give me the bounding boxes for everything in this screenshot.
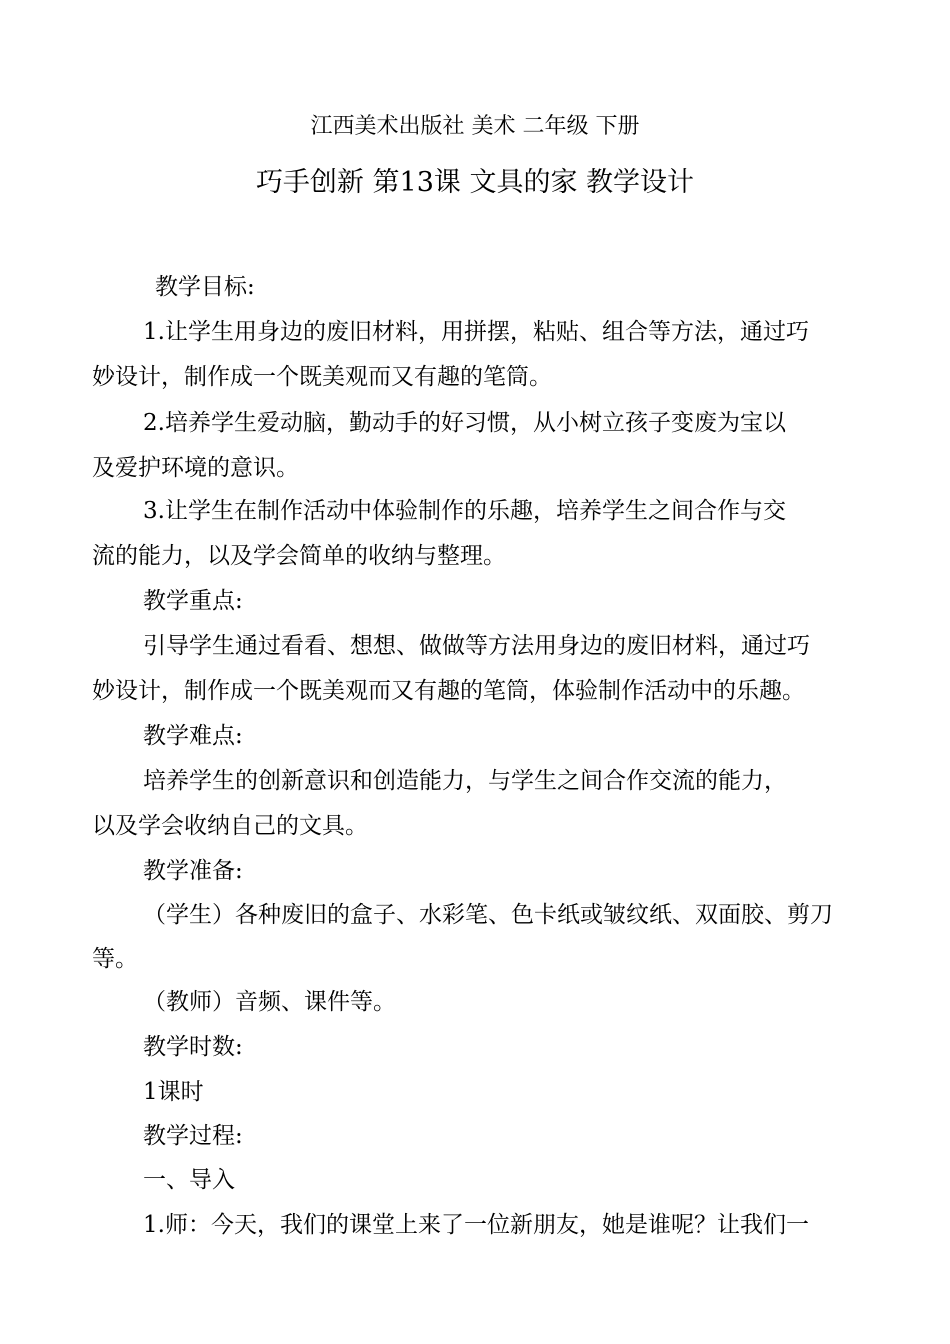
objective-2-line-1: 2.培养学生爱动脑，勤动手的好习惯，从小树立孩子变废为宝以 [143, 410, 786, 436]
objective-1-line-1: 1.让学生用身边的废旧材料，用拼摆，粘贴、组合等方法，通过巧 [143, 319, 809, 345]
objective-3-line-2: 流的能力，以及学会简单的收纳与整理。 [92, 543, 506, 569]
lesson-title: 巧手创新 第13课 文具的家 教学设计 [255, 167, 695, 198]
difficulties-heading: 教学难点: [143, 723, 243, 749]
preparation-teacher: （教师）音频、课件等。 [143, 989, 396, 1015]
section-1-line-1: 1.师：今天，我们的课堂上来了一位新朋友，她是谁呢？让我们一 [143, 1212, 809, 1238]
hours-heading: 教学时数: [143, 1034, 243, 1060]
process-heading: 教学过程: [143, 1123, 243, 1149]
key-points-heading: 教学重点: [143, 588, 243, 614]
key-points-line-1: 引导学生通过看看、想想、做做等方法用身边的废旧材料，通过巧 [143, 633, 810, 659]
objective-2-line-2: 及爱护环境的意识。 [92, 455, 299, 481]
objectives-heading: 教学目标: [155, 274, 255, 300]
publisher-subtitle: 江西美术出版社 美术 二年级 下册 [310, 114, 640, 139]
difficulties-line-1: 培养学生的创新意识和创造能力，与学生之间合作交流的能力， [143, 768, 787, 794]
section-1-heading: 一、导入 [143, 1167, 235, 1193]
key-points-line-2: 妙设计，制作成一个既美观而又有趣的笔筒，体验制作活动中的乐趣。 [92, 678, 805, 704]
hours-value: 1课时 [143, 1079, 204, 1105]
objective-1-line-2: 妙设计，制作成一个既美观而又有趣的笔筒。 [92, 364, 552, 390]
preparation-heading: 教学准备: [143, 858, 243, 884]
preparation-students-line-2: 等。 [92, 946, 138, 972]
difficulties-line-2: 以及学会收纳自己的文具。 [92, 813, 368, 839]
preparation-students-line-1: （学生）各种废旧的盒子、水彩笔、色卡纸或皱纹纸、双面胶、剪刀 [143, 902, 833, 928]
objective-3-line-1: 3.让学生在制作活动中体验制作的乐趣，培养学生之间合作与交 [143, 498, 786, 524]
